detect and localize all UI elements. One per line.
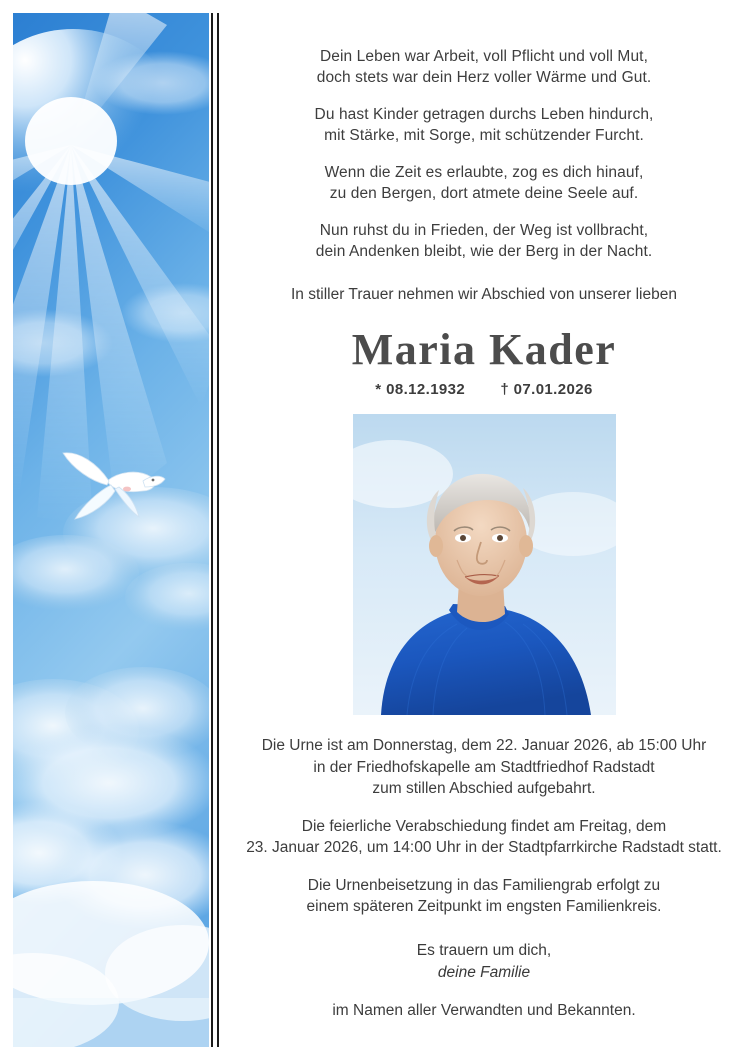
content-column [228, 0, 740, 1060]
portrait-container [228, 414, 740, 715]
poem-line: mit Stärke, mit Sorge, mit schützender Furcht. [324, 127, 644, 144]
poem-line: Wenn die Zeit es erlaubte, zog es dich hinauf, [324, 164, 644, 181]
poem-line: Du hast Kinder getragen durchs Leben hindurch, [314, 106, 654, 123]
service-line: in der Friedhofskapelle am Stadtfriedhof Radstadt [313, 758, 655, 776]
service-block [228, 735, 740, 800]
service-line: Die Urnenbeisetzung in das Familiengrab erfolgt zu [307, 876, 661, 894]
poem-line: zu den Bergen, dort atmete deine Seele auf. [329, 185, 639, 202]
mourning-text [228, 940, 740, 984]
intro-text: In stiller Trauer nehmen wir Abschied von unserer lieben [291, 286, 677, 303]
mourning-family: deine Familie [437, 963, 531, 981]
poem-line: dein Andenken bleibt, wie der Berg in der Nacht. [315, 243, 653, 260]
portrait-illustration [353, 414, 616, 715]
life-dates [228, 381, 740, 398]
service-block [228, 875, 740, 918]
poem-line: Dein Leben war Arbeit, voll Pflicht und voll Mut, [320, 48, 648, 65]
service-line: Die Urne ist am Donnerstag, dem 22. Januar 2026, ab 15:00 Uhr [261, 737, 707, 754]
service-line: zum stillen Abschied aufgebahrt. [372, 780, 596, 797]
poem-stanza [228, 104, 740, 146]
closing-text: im Namen aller Verwandten und Bekannten. [332, 1001, 636, 1019]
portrait-photo [353, 414, 616, 715]
deceased-name: Maria Kader [351, 325, 617, 374]
sky-illustration [13, 13, 209, 1047]
service-details [228, 735, 740, 918]
poem [228, 46, 740, 262]
death-date: † 07.01.2026 [500, 381, 593, 398]
service-line: Die feierliche Verabschiedung findet am Freitag, dem [301, 817, 667, 835]
poem-line: doch stets war dein Herz voller Wärme und Gut. [316, 69, 652, 86]
divider-rule-2 [217, 13, 219, 1047]
sky-decoration-panel [13, 13, 209, 1047]
divider-rules [211, 13, 225, 1047]
poem-line: Nun ruhst du in Frieden, der Weg ist vollbracht, [319, 222, 649, 239]
cloud-bank [13, 667, 209, 1047]
service-line: 23. Januar 2026, um 14:00 Uhr in der Stadtpfarrkirche Radstadt statt. [246, 839, 722, 856]
poem-stanza [228, 162, 740, 204]
divider-rule-1 [211, 13, 213, 1047]
birth-date: * 08.12.1932 [375, 381, 466, 398]
poem-stanza [228, 46, 740, 88]
mourning-line: Es trauern um dich, [416, 941, 552, 959]
service-block [228, 816, 740, 859]
poem-stanza [228, 220, 740, 262]
service-line: einem späteren Zeitpunkt im engsten Familienkreis. [306, 898, 662, 915]
